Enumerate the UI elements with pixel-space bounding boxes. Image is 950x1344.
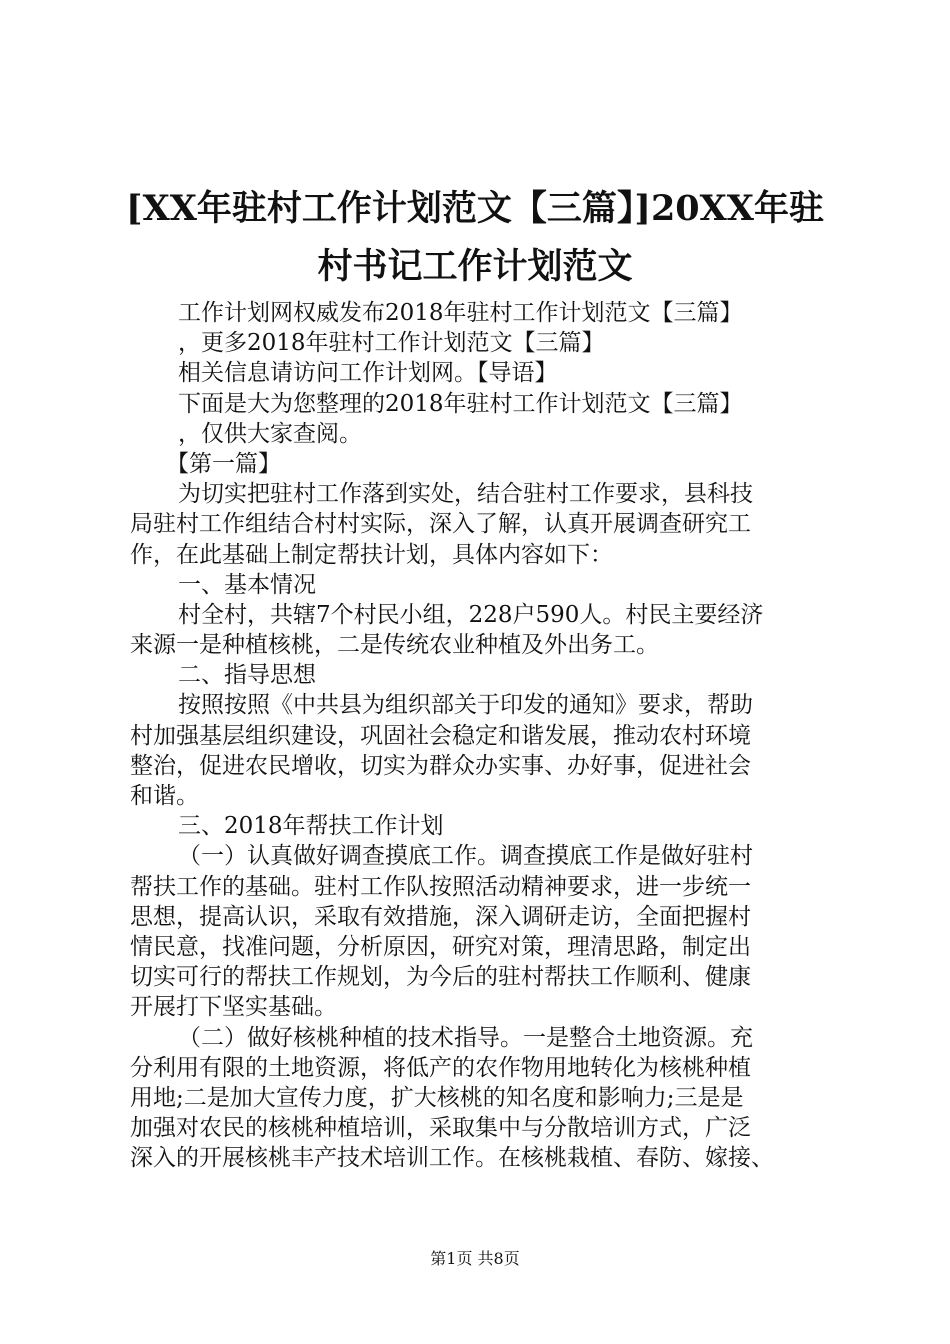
section-heading: 一、基本情况 <box>178 571 316 598</box>
page-footer: 第1页 共8页 <box>430 1249 520 1268</box>
paragraph-line: 思想，提高认识，采取有效措施，深入调研走访，全面把握村 <box>130 903 751 930</box>
paragraph-line: 分利用有限的土地资源，将低产的农作物用地转化为核桃种植 <box>130 1054 751 1081</box>
paragraph-line: 来源一是种植核桃，二是传统农业种植及外出务工。 <box>130 632 659 659</box>
paragraph-line: 村全村，共辖7个村民小组，228户590人。村民主要经济 <box>178 601 764 628</box>
text-line: 下面是大为您整理的2018年驻村工作计划范文【三篇】 <box>178 390 743 417</box>
paragraph-line: 局驻村工作组结合村村实际，深入了解，认真开展调查研究工 <box>130 511 751 538</box>
text-line: ，更多2018年驻村工作计划范文【三篇】 <box>178 330 605 357</box>
title-line-1: [XX年驻村工作计划范文【三篇】]20XX年驻 <box>126 188 824 229</box>
text-line: ，仅供大家查阅。 <box>178 420 362 447</box>
title-line-2: 村书记工作计划范文 <box>317 246 633 287</box>
paragraph-line: 开展打下坚实基础。 <box>130 994 337 1021</box>
paragraph-line: 为切实把驻村工作落到实处，结合驻村工作要求，县科技 <box>178 481 753 508</box>
text-line: 工作计划网权威发布2018年驻村工作计划范文【三篇】 <box>178 300 743 326</box>
paragraph-line: （一）认真做好调查摸底工作。调查摸底工作是做好驻村 <box>178 843 753 870</box>
document-title <box>110 180 840 296</box>
paragraph-line: （二）做好核桃种植的技术指导。一是整合土地资源。充 <box>178 1024 753 1051</box>
text-line: 相关信息请访问工作计划网。【导语】 <box>178 360 558 387</box>
paragraph-line: 帮扶工作的基础。驻村工作队按照活动精神要求，进一步统一 <box>130 873 751 900</box>
paragraph-line: 深入的开展核桃丰产技术培训工作。在核桃栽植、春防、嫁接、 <box>130 1145 774 1172</box>
section-heading: 三、2018年帮扶工作计划 <box>178 813 444 840</box>
paragraph-line: 切实可行的帮扶工作规划，为今后的驻村帮扶工作顺利、健康 <box>130 964 751 991</box>
paragraph-line: 加强对农民的核桃种植培训，采取集中与分散培训方式，广泛 <box>130 1115 751 1142</box>
section-heading: 【第一篇】 <box>166 450 281 477</box>
section-heading: 二、指导思想 <box>178 662 316 689</box>
paragraph-line: 用地;二是加大宣传力度，扩大核桃的知名度和影响力;三是是 <box>130 1084 744 1111</box>
paragraph-line: 情民意，找准问题，分析原因，研究对策，理清思路，制定出 <box>130 933 751 960</box>
paragraph-line: 整治，促进农民增收，切实为群众办实事、办好事，促进社会 <box>130 752 751 779</box>
paragraph-line: 按照按照《中共县为组织部关于印发的通知》要求，帮助 <box>178 692 753 719</box>
paragraph-line: 和谐。 <box>130 783 199 809</box>
paragraph-line: 村加强基层组织建设，巩固社会稳定和谐发展，推动农村环境 <box>130 722 751 749</box>
paragraph-line: 作，在此基础上制定帮扶计划，具体内容如下： <box>130 541 613 568</box>
document-body <box>130 298 830 1173</box>
